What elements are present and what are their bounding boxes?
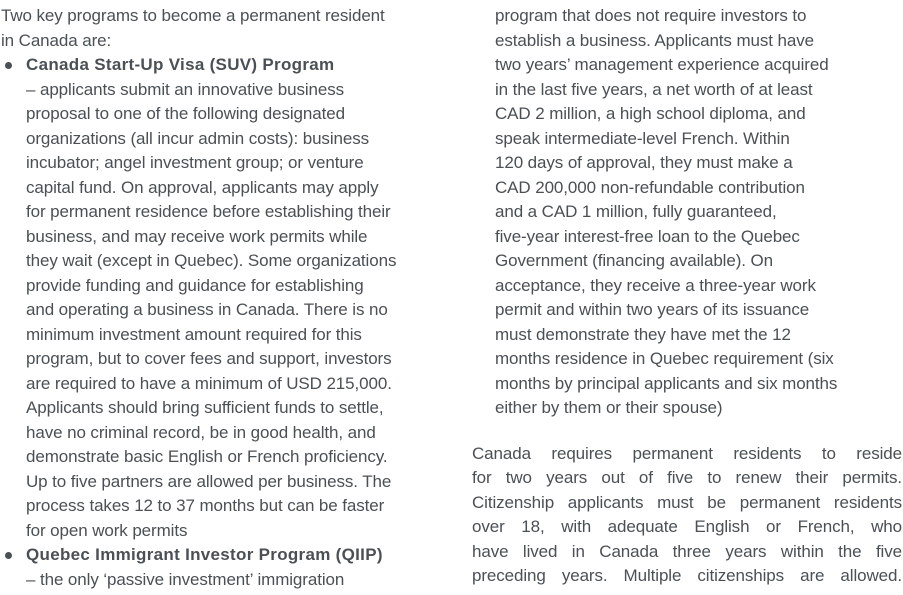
- text-line: Applicants should bring sufficient funds to settle,: [26, 398, 384, 417]
- text-line: Up to five partners are allowed per business. The: [26, 471, 392, 491]
- text-line: acceptance, they receive a three-year work: [495, 275, 816, 295]
- left-column: [1, 4, 472, 595]
- text-line: process takes 12 to 37 months but can be faster: [26, 496, 385, 515]
- bullet-item-suv-program: [1, 53, 472, 543]
- text-line: permit and within two years of its issuance: [495, 300, 810, 319]
- text-line: – the only ‘passive investment’ immigration: [26, 569, 345, 589]
- bullet-icon: [5, 62, 12, 69]
- text-line: organizations (all incur admin costs): business: [26, 128, 370, 148]
- text-line: either by them or their spouse): [495, 398, 723, 417]
- text-line: – applicants submit an innovative business: [26, 79, 345, 99]
- text-line: months by principal applicants and six months: [495, 373, 838, 393]
- text-line: Citizenship applicants must be permanent residents: [472, 492, 902, 512]
- text-line: must demonstrate they have met the 12: [495, 324, 791, 344]
- text-line: provide funding and guidance for establishing: [26, 275, 364, 295]
- text-line: for permanent residence before establishing their: [26, 202, 391, 221]
- intro-paragraph: [1, 4, 472, 53]
- text-line: proposal to one of the following designated: [26, 104, 345, 123]
- text-line: business, and may receive work permits while: [26, 226, 368, 246]
- qiip-program-content: [26, 543, 472, 592]
- text-line: have lived in Canada three years within the five: [472, 541, 902, 561]
- qiip-continuation-paragraph: [472, 4, 902, 421]
- suv-program-body: [26, 78, 472, 544]
- text-line: demonstrate basic English or French proficiency.: [26, 447, 388, 466]
- text-line: for open work permits: [26, 520, 188, 540]
- text-line: in Canada are:: [1, 30, 112, 50]
- suv-program-content: [26, 53, 472, 543]
- text-line: minimum investment amount required for this: [26, 324, 362, 344]
- text-line: two years’ management experience acquired: [495, 55, 829, 74]
- residency-rules-paragraph: [472, 442, 902, 589]
- text-line: they wait (except in Quebec). Some organizations: [26, 251, 397, 270]
- text-line: program, but to cover fees and support, investors: [26, 349, 392, 368]
- text-line: are required to have a minimum of USD 215,000.: [26, 373, 392, 393]
- text-line: Canada requires permanent residents to reside: [472, 443, 902, 463]
- text-line: and a CAD 1 million, fully guaranteed,: [495, 202, 777, 221]
- text-line: months residence in Quebec requirement (six: [495, 349, 834, 368]
- text-line: capital fund. On approval, applicants may apply: [26, 177, 379, 197]
- text-line: establish a business. Applicants must have: [495, 30, 814, 50]
- text-line: speak intermediate-level French. Within: [495, 128, 790, 148]
- text-line: CAD 200,000 non-refundable contribution: [495, 177, 805, 197]
- text-line: for two years out of five to renew their permits.: [472, 468, 902, 487]
- bullet-item-qiip-program: [1, 543, 472, 592]
- bullet-icon: [5, 552, 12, 559]
- text-line: 120 days of approval, they must make a: [495, 153, 793, 172]
- suv-program-title: Canada Start-Up Visa (SUV) Program: [26, 55, 335, 74]
- text-line: program that does not require investors to: [495, 6, 807, 25]
- text-line: incubator; angel investment group; or venture: [26, 153, 364, 172]
- text-line: Government (financing available). On: [495, 251, 773, 270]
- text-line: Two key programs to become a permanent resident: [1, 6, 385, 25]
- right-column: [472, 4, 902, 595]
- text-line: over 18, with adequate English or French, who: [472, 517, 902, 536]
- text-line: five-year interest-free loan to the Quebec: [495, 226, 800, 246]
- text-line: and operating a business in Canada. There is no: [26, 300, 388, 319]
- text-line: in the last five years, a net worth of at least: [495, 79, 813, 99]
- text-line: preceding years. Multiple citizenships are allowed.: [472, 566, 902, 585]
- text-line: CAD 2 million, a high school diploma, and: [495, 104, 806, 123]
- qiip-program-body: [26, 568, 472, 593]
- qiip-program-title: Quebec Immigrant Investor Program (QIIP): [26, 545, 383, 564]
- text-line: have no criminal record, be in good health, and: [26, 422, 376, 442]
